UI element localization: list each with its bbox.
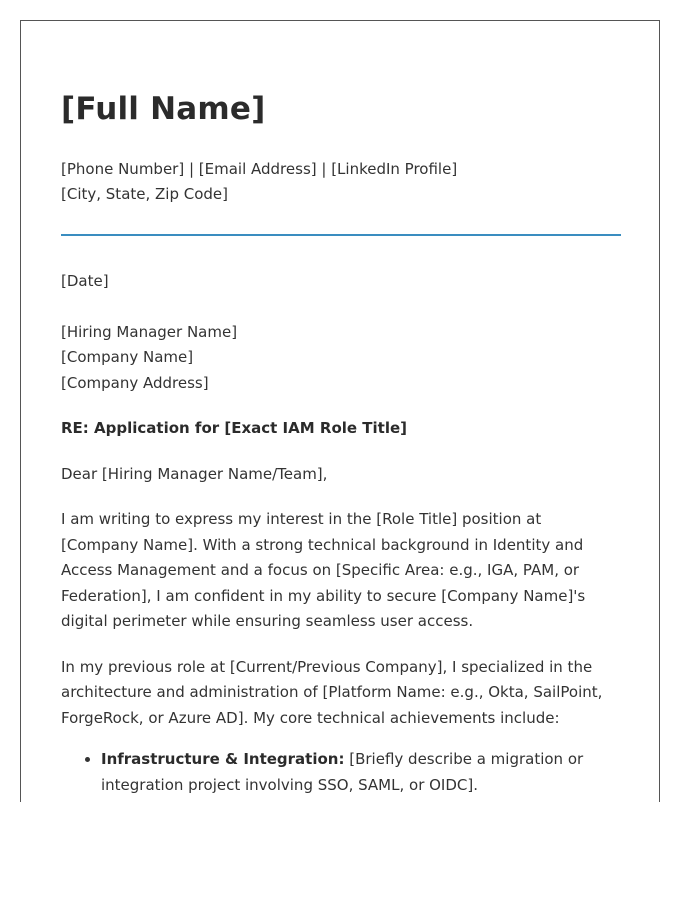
recipient-address: [Company Address] xyxy=(61,373,209,392)
full-name-heading: [Full Name] xyxy=(61,91,266,127)
recipient-name: [Hiring Manager Name] xyxy=(61,322,238,341)
list-item xyxy=(101,747,621,798)
greeting: Dear [Hiring Manager Name/Team], xyxy=(61,464,328,483)
paragraph-intro: I am writing to express my interest in the [Role Title] position at [Company Name]. With a strong technical background in Identity and Access Management and a focus on [Specific Area: e.g., IGA, PAM, or Federation], I am confident in my ability to secure [Company Name]'s digital perimeter while ensuring seamless user access. xyxy=(61,510,586,630)
location-line: [City, State, Zip Code] xyxy=(61,185,229,203)
achievement-title: Infrastructure & Integration: xyxy=(101,750,345,768)
header-divider xyxy=(61,234,621,236)
letter-date: [Date] xyxy=(61,272,109,290)
recipient-company: [Company Name] xyxy=(61,348,194,366)
document-page xyxy=(20,20,660,802)
recipient-block xyxy=(61,320,621,397)
achievements-list xyxy=(61,747,621,798)
contact-block xyxy=(61,157,457,207)
letter-body xyxy=(61,269,621,798)
subject-line: RE: Application for [Exact IAM Role Title] xyxy=(61,419,407,437)
paragraph-experience: In my previous role at [Current/Previous Company], I specialized in the architecture and administration of [Platform Name: e.g., Okta, SailPoint, ForgeRock, or Azure AD]. My core technical achievements include: xyxy=(61,657,603,727)
achievement-text: [Briefly describe a migration or integration project involving SSO, SAML, or OIDC]. xyxy=(101,750,584,794)
contact-line: [Phone Number] | [Email Address] | [LinkedIn Profile] xyxy=(61,160,458,178)
